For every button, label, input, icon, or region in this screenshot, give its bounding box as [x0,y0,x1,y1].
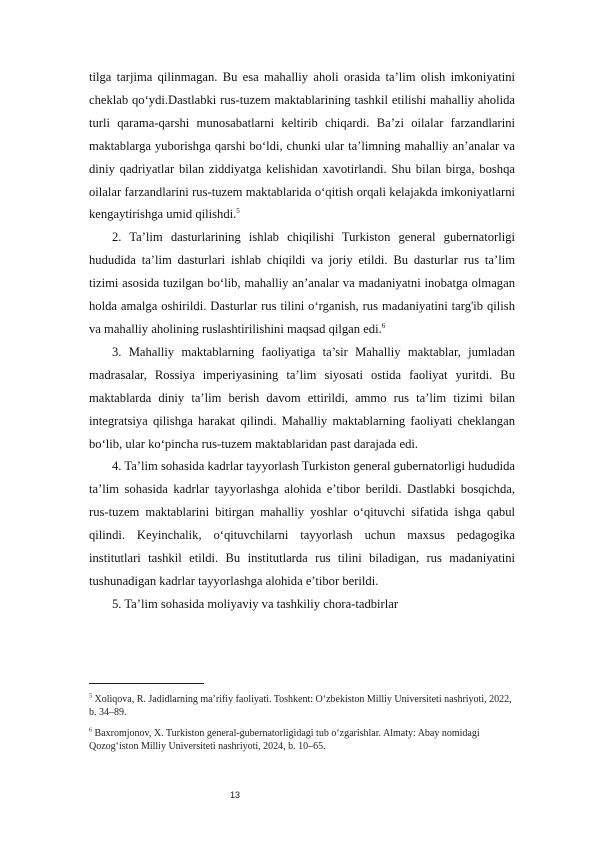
paragraph-4: 4. Ta’lim sohasida kadrlar tayyorlash Turkiston general gubernatorligi hududida ta’lim sohasida kadrlar tayyorlashga alohida e’tibor berildi. Dastlabki bosqichda, rus-tuzem maktablarini bitirgan mahalliy yoshlar o‘qituvchi sifatida ishga qabul qilindi. Keyinchalik, o‘qituvchilarni tayyorlash uchun maxsus pedagogika institutlari tashkil etildi. Bu institutlarda rus tilini biladigan, rus madaniyatini tushunadigan kadrlar tayyorlashga alohida e’tibor berildi. [89,459,515,588]
footnotes [89,694,519,762]
paragraph-3: 3. Mahalliy maktablarning faoliyatiga ta’sir Mahalliy maktablar, jumladan madrasalar, Rossiya imperiyasining ta’lim siyosati ostida faoliyat yuritdi. Bu maktablarda diniy ta’lim berish davom ettirildi, ammo rus ta’lim tizimi bilan integratsiya qilishga harakat qilindi. Mahalliy maktablarning faoliyati cheklangan bo‘lib, ular ko‘pincha rus-tuzem maktablaridan past darajada edi. [89,344,515,451]
footnote-mark: 6 [89,727,92,734]
footnote-ref-6[interactable]: 6 [381,321,386,330]
paragraph-2 [89,226,515,341]
footnote-5 [89,694,519,719]
footnote-text: Baxromjonov, X. Turkiston general-gubernatorligidagi tub o‘zgarishlar. Almaty: Abay nomidagi Qozog‘iston Milliy Universiteti nashriyoti, 2024, b. 10–65. [89,728,480,752]
paragraph-1 [89,66,515,226]
footnote-text: Xoliqova, R. Jadidlarning ma’rifiy faoliyati. Toshkent: O‘zbekiston Milliy Universiteti nashriyoti, 2022, b. 34–89. [89,694,512,718]
footnote-separator [89,683,204,684]
section-heading-5: 5. Ta’lim sohasida moliyaviy va tashkiliy chora-tadbirlar [112,596,399,611]
footnote-mark: 5 [89,693,92,700]
page-number: 13 [230,790,241,800]
paragraph-1-text: tilga tarjima qilinmagan. Bu esa mahalliy aholi orasida ta’lim olish imkoniyatini cheklab qo‘ydi.Dastlabki rus-tuzem maktablarining tashkil etilishi mahalliy aholida turli qarama-qarshi munosabatlarni keltirib chiqardi. Ba’zi oilalar farzandlarini maktablarga yuborishga qarshi bo‘ldi, chunki ular ta’limning mahalliy an’analar va diniy qadriyatlar bilan ziddiyatga kelishidan xavotirlandi. Shu bilan birga, boshqa oilalar farzandlarini rus-tuzem maktablarida o‘qitish orqali kelajakda imkoniyatlarni kengaytirishga umid qilishdi. [89,70,515,222]
document-body [89,66,515,616]
footnote-6 [89,728,519,753]
paragraph-2-text: 2. Ta’lim dasturlarining ishlab chiqilishi Turkiston general gubernatorligi hududida ta’lim dasturlari ishlab chiqildi va joriy etildi. Bu dasturlar rus ta’lim tizimi asosida tuzilgan bo‘lib, mahalliy an’analar va madaniyatni inobatga olmagan holda amalga oshirildi. Dasturlar rus tilini o‘rganish, rus madaniyatini targ'ib qilish va mahalliy aholining ruslashtirilishini maqsad qilgan edi. [89,230,515,336]
footnote-ref-5[interactable]: 5 [236,207,240,216]
